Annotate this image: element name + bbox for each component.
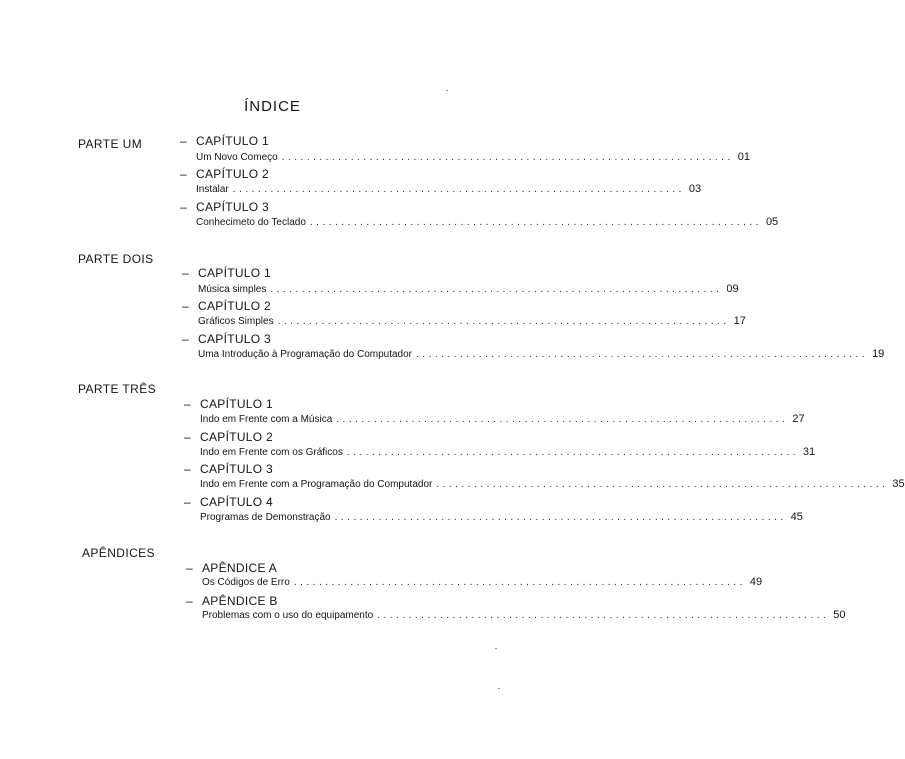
chapter-heading-label: APÊNDICE B [202,594,278,608]
chapter-heading [182,299,271,313]
toc-entry-title: Música simples [198,284,267,295]
chapter-heading [180,134,269,148]
toc-entry [202,576,763,588]
dash-mark: – [180,200,187,214]
toc-entry [198,315,746,327]
toc-entry [196,183,702,195]
leader-dots: ........................................................................ [281,152,734,163]
chapter-heading-label: CAPÍTULO 2 [196,167,270,181]
leader-dots: ........................................................................ [309,217,762,228]
toc-entry-page: 31 [802,446,816,458]
toc-entry [202,609,846,621]
dash-mark: – [184,462,191,476]
toc-entry-title: Um Novo Começo [196,152,278,163]
dash-mark: – [186,561,193,575]
toc-entry [196,151,750,163]
leader-dots: ........................................................................ [293,577,746,588]
chapter-heading-label: CAPÍTULO 1 [196,134,270,148]
chapter-heading-label: CAPÍTULO 2 [198,299,272,313]
dash-mark: – [180,167,187,181]
chapter-heading-label: CAPÍTULO 4 [200,495,274,509]
toc-entry [196,216,779,228]
chapter-heading-label: CAPÍTULO 1 [200,397,274,411]
toc-entry-page: 27 [792,413,805,425]
chapter-heading [184,430,273,444]
toc-entry-page: 05 [765,216,779,228]
dash-mark: – [184,397,191,411]
chapter-heading [182,332,271,346]
toc-entry-title: Indo em Frente com a Programação do Computador [200,479,433,490]
toc-entry-title: Problemas com o uso do equipamento [202,610,374,621]
dash-mark: – [182,266,189,280]
chapter-heading-label: CAPÍTULO 1 [198,266,272,280]
toc-entry-title: Indo em Frente com a Música [200,414,333,425]
chapter-heading [182,266,271,280]
toc-entry-title: Instalar [196,184,229,195]
chapter-heading [180,200,269,214]
page-title: ÍNDICE [244,98,301,115]
part-label-tres: PARTE TRÊS [78,382,157,396]
chapter-heading [184,462,273,476]
leader-dots: ........................................................................ [334,512,787,523]
toc-entry [198,348,885,360]
chapter-heading [186,561,277,575]
toc-entry-title: Os Códigos de Erro [202,577,290,588]
toc-entry-page: 50 [833,609,846,621]
leader-dots: ........................................................................ [436,479,889,490]
chapter-heading-label: CAPÍTULO 3 [198,332,272,346]
part-label-um: PARTE UM [78,137,143,151]
chapter-heading-label: CAPÍTULO 3 [200,462,274,476]
toc-entry-title: Programas de Demonstração [200,512,331,523]
scan-speck [495,648,497,649]
chapter-heading [184,495,273,509]
leader-dots: ........................................................................ [346,447,799,458]
toc-entry-page: 01 [737,151,750,163]
leader-dots: ........................................................................ [270,284,723,295]
part-label-apendices: APÊNDICES [82,546,155,560]
toc-entry-page: 17 [733,315,746,327]
toc-entry-page: 09 [726,283,739,295]
leader-dots: ........................................................................ [277,316,730,327]
dash-mark: – [184,430,191,444]
leader-dots: ........................................................................ [336,414,789,425]
toc-entry-page: 35 [892,478,905,490]
chapter-heading-label: APÊNDICE A [202,561,278,575]
dash-mark: – [182,299,189,313]
scan-speck [498,688,500,689]
toc-entry [200,446,816,458]
chapter-heading [186,594,278,608]
toc-entry-title: Gráficos Simples [198,316,274,327]
leader-dots: ........................................................................ [416,349,869,360]
dash-mark: – [184,495,191,509]
toc-entry [198,283,739,295]
chapter-heading [184,397,273,411]
chapter-heading [180,167,269,181]
toc-entry-page: 19 [872,348,885,360]
toc-entry [200,413,805,425]
toc-entry-title: Conhecimeto do Teclado [196,217,306,228]
toc-entry-title: Indo em Frente com os Gráficos [200,447,343,458]
leader-dots: ........................................................................ [232,184,685,195]
toc-entry [200,478,905,490]
toc-entry-title: Uma Introdução à Programação do Computador [198,349,413,360]
toc-entry-page: 49 [749,576,763,588]
chapter-heading-label: CAPÍTULO 2 [200,430,274,444]
scan-speck [446,90,448,91]
part-label-dois: PARTE DOIS [78,252,154,266]
leader-dots: ........................................................................ [377,610,830,621]
dash-mark: – [182,332,189,346]
chapter-heading-label: CAPÍTULO 3 [196,200,270,214]
toc-entry [200,511,803,523]
dash-mark: – [180,134,187,148]
toc-entry-page: 45 [790,511,803,523]
toc-entry-page: 03 [688,183,702,195]
dash-mark: – [186,594,193,608]
